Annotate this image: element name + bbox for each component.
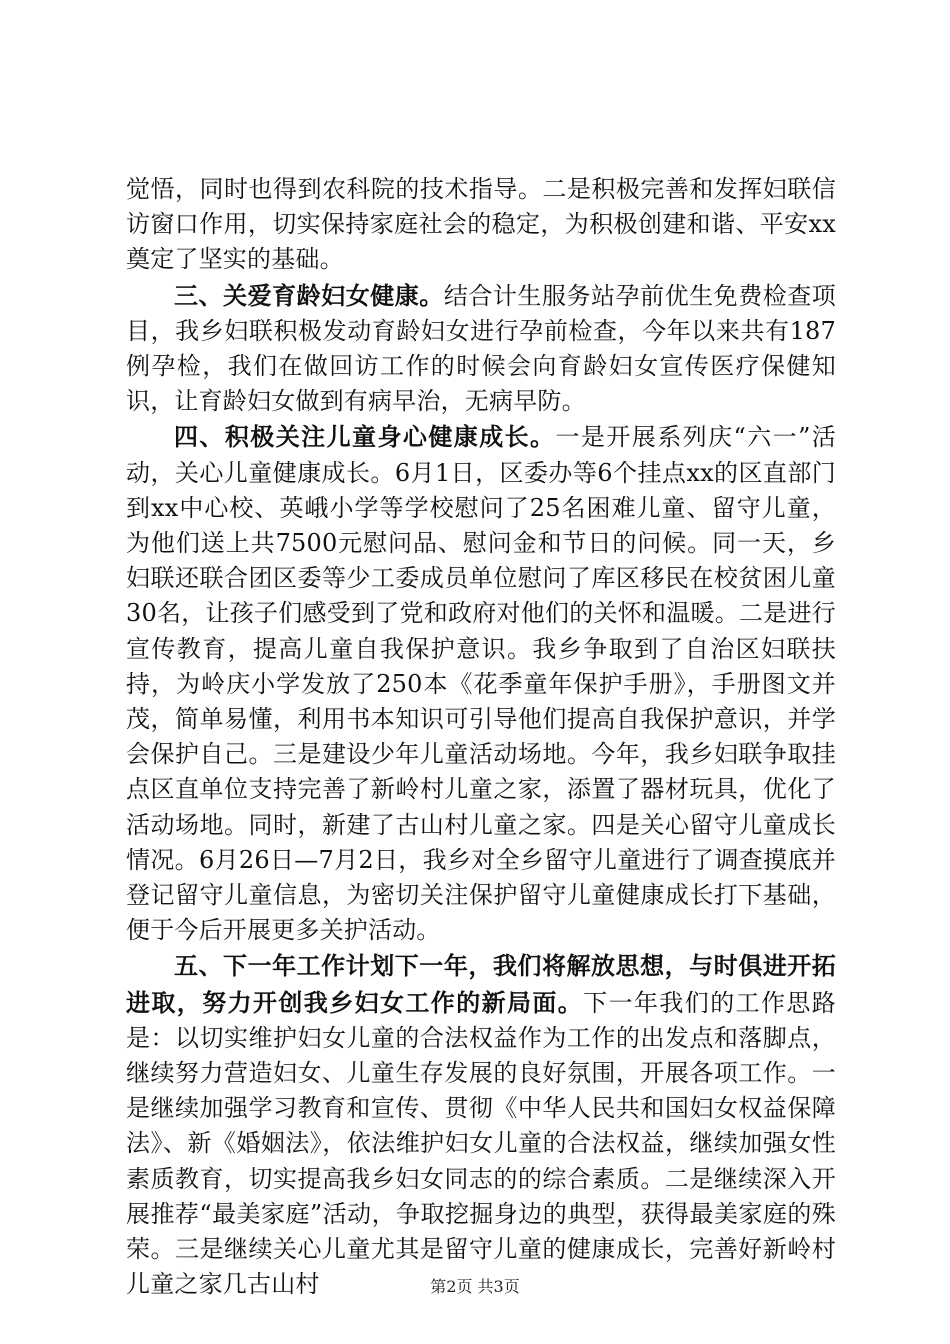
paragraph-text: 结合计生服务站孕前优生免费检查项目，我乡妇联积极发动育龄妇女进行孕前检查，今年以来共有187例孕检，我们在做回访工作的时候会向育龄妇女宣传医疗保健知识，让育龄妇女做到有病早治，无病早防。 xyxy=(126,281,837,416)
section-heading: 五、下一年工作计划下一年，我们将解放思想，与时俱进开拓进取，努力开创我乡妇女工作的新局面。 xyxy=(126,951,836,1017)
section-heading: 四、积极关注儿童身心健康成长。 xyxy=(174,422,556,452)
paragraph-section-3 xyxy=(126,278,836,420)
paragraph-text: 一是开展系列庆“六一”活动，关心儿童健康成长。6月1日，区委办等6个挂点xx的区直部门到xx中心校、英峨小学等学校慰问了25名困难儿童、留守儿童，为他们送上共7500元慰问品、慰问金和节日的问候。同一天，乡妇联还联合团区委等少工委成员单位慰问了库区移民在校贫困儿童30名，让孩子们感受到了党和政府对他们的关怀和温暖。二是进行宣传教育，提高儿童自我保护意识。我乡争取到了自治区妇联扶持，为岭庆小学发放了250本《花季童年保护手册》，手册图文并茂，简单易懂，利用书本知识可引导他们提高自我保护意识，并学会保护自己。三是建设少年儿童活动场地。今年，我乡妇联争取挂点区直单位支持完善了新岭村儿童之家，添置了器材玩具，优化了活动场地。同时，新建了古山村儿童之家。四是关心留守儿童成长情况。6月26日—7月2日，我乡对全乡留守儿童进行了调查摸底并登记留守儿童信息，为密切关注保护留守儿童健康成长打下基础，便于今后开展更多关护活动。 xyxy=(126,423,836,945)
page-footer: 第2页 共3页 xyxy=(430,1277,520,1296)
paragraph-continuation xyxy=(126,172,836,278)
section-heading: 三、关爱育龄妇女健康。 xyxy=(174,280,444,310)
paragraph-text: 下一年我们的工作思路是：以切实维护妇女儿童的合法权益作为工作的出发点和落脚点，继续努力营造妇女、儿童生存发展的良好氛围，开展各项工作。一是继续加强学习教育和宣传、贯彻《中华人民共和国妇女权益保障法》、新《婚姻法》，依法维护妇女儿童的合法权益，继续加强女性素质教育，切实提高我乡妇女同志的的综合素质。二是继续深入开展推荐“最美家庭”活动，争取挖掘身边的典型，获得最美家庭的殊荣。三是继续关心儿童尤其是留守儿童的健康成长，完善好新岭村儿童之家几古山村 xyxy=(126,988,836,1299)
paragraph-section-4 xyxy=(126,419,836,948)
paragraph-section-5 xyxy=(126,948,836,1302)
document-body xyxy=(126,172,836,1303)
paragraph-text: 觉悟，同时也得到农科院的技术指导。二是积极完善和发挥妇联信访窗口作用，切实保持家庭社会的稳定，为积极创建和谐、平安xx奠定了坚实的基础。 xyxy=(126,175,836,274)
